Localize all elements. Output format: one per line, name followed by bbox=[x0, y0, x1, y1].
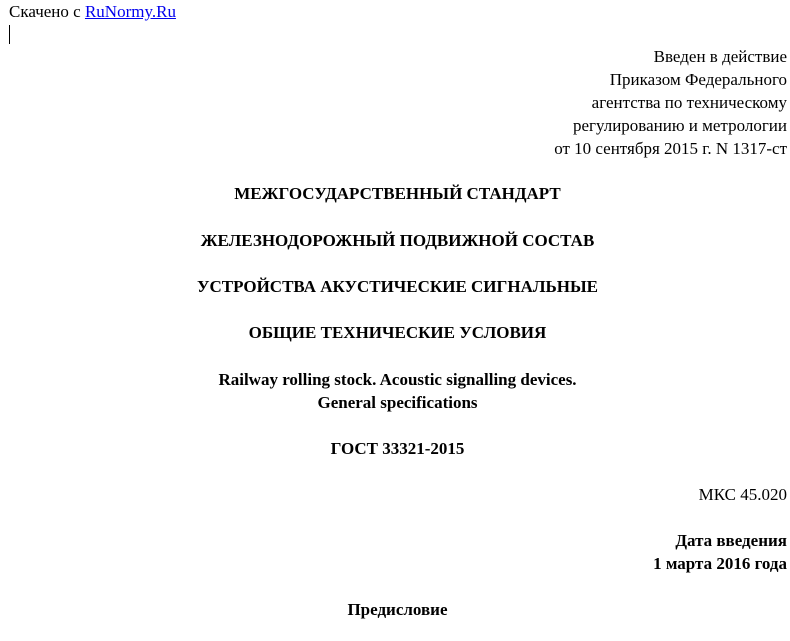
intro-date-value: 1 марта 2016 года bbox=[653, 554, 787, 573]
enactment-line: Приказом Федерального bbox=[609, 70, 787, 89]
device-heading: УСТРОЙСТВА АКУСТИЧЕСКИЕ СИГНАЛЬНЫЕ bbox=[196, 277, 599, 296]
conditions-heading: ОБЩИЕ ТЕХНИЧЕСКИЕ УСЛОВИЯ bbox=[248, 323, 547, 342]
enactment-line: регулированию и метрологии bbox=[572, 116, 787, 135]
text-cursor bbox=[9, 25, 10, 44]
subject-heading: ЖЕЛЕЗНОДОРОЖНЫЙ ПОДВИЖНОЙ СОСТАВ bbox=[200, 231, 595, 250]
standard-type-heading: МЕЖГОСУДАРСТВЕННЫЙ СТАНДАРТ bbox=[234, 184, 561, 203]
source-prefix: Скачено с bbox=[9, 2, 85, 21]
intro-date-label: Дата введения bbox=[675, 531, 787, 550]
mks-code: МКС 45.020 bbox=[698, 485, 787, 504]
enactment-note bbox=[387, 45, 787, 160]
standard-code: ГОСТ 33321-2015 bbox=[330, 439, 465, 458]
source-link[interactable]: RuNormy.Ru bbox=[84, 2, 176, 21]
enactment-line: Введен в действие bbox=[653, 47, 787, 66]
english-title-line-1: Railway rolling stock. Acoustic signalling devices. bbox=[218, 370, 577, 389]
source-line bbox=[9, 0, 176, 23]
enactment-line: агентства по техническому bbox=[591, 93, 787, 112]
foreword-heading: Предисловие bbox=[347, 600, 448, 619]
english-title-line-2: General specifications bbox=[317, 393, 478, 412]
enactment-line: от 10 сентября 2015 г. N 1317-ст bbox=[554, 139, 787, 158]
